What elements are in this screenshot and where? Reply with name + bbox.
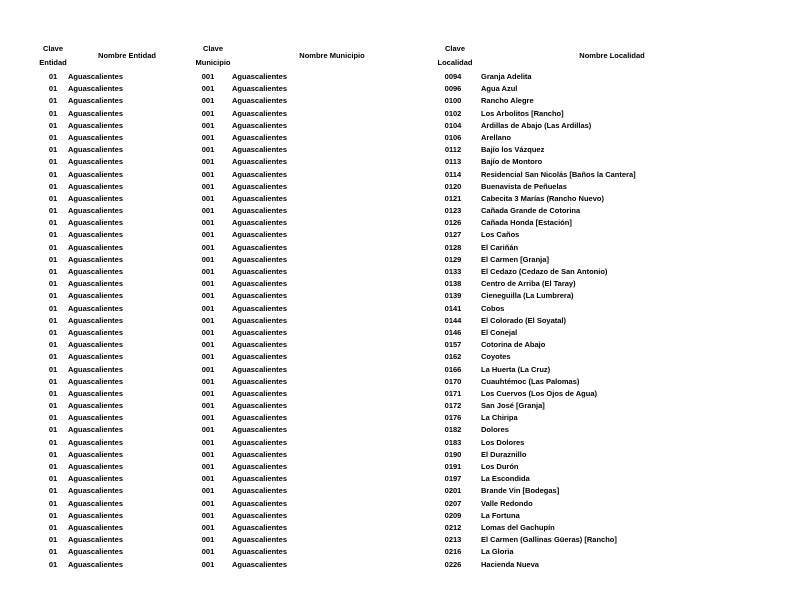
clave-entidad-cell: 01 <box>48 84 58 94</box>
nombre-municipio-cell: Aguascalientes <box>232 462 288 471</box>
clave-localidad-cell: 0126 <box>444 218 462 228</box>
nombre-localidad-cell: Hacienda Nueva <box>481 559 539 569</box>
clave-localidad-cell: 0133 <box>444 267 462 276</box>
clave-municipio-cell: 001 <box>201 486 215 496</box>
clave-localidad-cell: 0121 <box>444 193 462 203</box>
nombre-entidad-cell: Aguascalientes <box>68 267 124 276</box>
clave-entidad-cell: 01 <box>48 437 58 447</box>
nombre-localidad-cell: Brande Vin [Bodegas] <box>481 486 560 496</box>
clave-municipio-cell: 001 <box>201 315 215 325</box>
table-body <box>0 71 792 571</box>
nombre-entidad-cell: Aguascalientes <box>68 242 124 252</box>
nombre-municipio-cell: Aguascalientes <box>232 327 288 337</box>
clave-localidad-cell: 0207 <box>444 498 462 508</box>
nombre-municipio-cell: Aguascalientes <box>232 559 288 569</box>
nombre-municipio-cell: Aguascalientes <box>232 181 288 191</box>
nombre-localidad-cell: Lomas del Gachupín <box>481 522 555 532</box>
table-row <box>0 303 792 315</box>
clave-entidad-cell: 01 <box>48 169 58 179</box>
nombre-municipio-cell: Aguascalientes <box>232 157 288 167</box>
table-row <box>0 522 792 534</box>
clave-entidad-cell: 01 <box>48 242 58 252</box>
clave-municipio-cell: 001 <box>201 108 215 118</box>
clave-entidad-cell: 01 <box>48 474 58 484</box>
clave-municipio-cell: 001 <box>201 437 215 447</box>
nombre-municipio-cell: Aguascalientes <box>232 498 288 508</box>
nombre-localidad-cell: El Conejal <box>481 327 518 337</box>
clave-localidad-cell: 0172 <box>444 401 462 411</box>
table-row <box>0 412 792 424</box>
table-row <box>0 315 792 327</box>
clave-localidad-cell: 0213 <box>444 535 462 545</box>
nombre-entidad-cell: Aguascalientes <box>68 315 124 325</box>
table-row <box>0 364 792 376</box>
clave-municipio-cell: 001 <box>201 218 215 228</box>
header-nombre-entidad: Nombre Entidad <box>98 51 156 60</box>
table-row <box>0 546 792 558</box>
clave-entidad-cell: 01 <box>48 522 58 532</box>
clave-localidad-cell: 0197 <box>444 474 462 484</box>
clave-municipio-cell: 001 <box>201 132 215 142</box>
nombre-localidad-cell: Cieneguilla (La Lumbrera) <box>481 291 574 301</box>
clave-localidad-cell: 0201 <box>444 486 462 496</box>
nombre-entidad-cell: Aguascalientes <box>68 84 124 94</box>
nombre-localidad-cell: Residencial San Nicolás [Baños la Cantera] <box>481 169 636 179</box>
clave-entidad-cell: 01 <box>48 364 58 374</box>
nombre-municipio-cell: Aguascalientes <box>232 340 288 350</box>
nombre-municipio-cell: Aguascalientes <box>232 169 288 179</box>
clave-municipio-cell: 001 <box>201 352 215 362</box>
nombre-entidad-cell: Aguascalientes <box>68 401 124 411</box>
table-row <box>0 120 792 132</box>
nombre-localidad-cell: La Huerta (La Cruz) <box>481 364 551 374</box>
table-row <box>0 327 792 339</box>
nombre-entidad-cell: Aguascalientes <box>68 120 124 130</box>
clave-entidad-cell: 01 <box>48 108 58 118</box>
clave-entidad-cell: 01 <box>48 96 58 106</box>
nombre-localidad-cell: Cobos <box>481 303 505 313</box>
table-row <box>0 437 792 449</box>
table-row <box>0 71 792 83</box>
table-row <box>0 400 792 412</box>
nombre-municipio-cell: Aguascalientes <box>232 437 288 447</box>
table-row <box>0 339 792 351</box>
table-row <box>0 278 792 290</box>
nombre-entidad-cell: Aguascalientes <box>68 181 124 191</box>
clave-localidad-cell: 0127 <box>444 230 462 240</box>
nombre-entidad-cell: Aguascalientes <box>68 254 124 264</box>
clave-localidad-cell: 0120 <box>444 181 462 191</box>
clave-municipio-cell: 001 <box>201 181 215 191</box>
nombre-municipio-cell: Aguascalientes <box>232 242 288 252</box>
clave-entidad-cell: 01 <box>48 401 58 411</box>
nombre-entidad-cell: Aguascalientes <box>68 303 124 313</box>
clave-entidad-cell: 01 <box>48 206 58 216</box>
table-row <box>0 108 792 120</box>
nombre-entidad-cell: Aguascalientes <box>68 108 124 118</box>
clave-municipio-cell: 001 <box>201 327 215 337</box>
nombre-municipio-cell: Aguascalientes <box>232 230 288 240</box>
nombre-localidad-cell: La Gloria <box>481 547 514 557</box>
clave-localidad-cell: 0094 <box>444 72 462 81</box>
clave-municipio-cell: 001 <box>201 413 215 423</box>
header-clave-municipio <box>183 42 243 69</box>
nombre-localidad-cell: Bajío los Vázquez <box>481 145 545 155</box>
clave-entidad-cell: 01 <box>48 486 58 496</box>
nombre-municipio-cell: Aguascalientes <box>232 254 288 264</box>
clave-municipio-cell: 001 <box>201 498 215 508</box>
clave-municipio-cell: 001 <box>201 72 215 81</box>
nombre-municipio-cell: Aguascalientes <box>232 449 288 459</box>
clave-municipio-cell: 001 <box>201 559 215 569</box>
table-row <box>0 95 792 107</box>
nombre-localidad-cell: Cotorina de Abajo <box>481 340 546 350</box>
clave-municipio-cell: 001 <box>201 303 215 313</box>
nombre-localidad-cell: Dolores <box>481 425 509 435</box>
nombre-entidad-cell: Aguascalientes <box>68 132 124 142</box>
nombre-municipio-cell: Aguascalientes <box>232 352 288 362</box>
clave-localidad-cell: 0209 <box>444 510 462 520</box>
nombre-entidad-cell: Aguascalientes <box>68 72 124 81</box>
clave-localidad-cell: 0190 <box>444 449 462 459</box>
nombre-municipio-cell: Aguascalientes <box>232 218 288 228</box>
nombre-municipio-cell: Aguascalientes <box>232 132 288 142</box>
nombre-municipio-cell: Aguascalientes <box>232 401 288 411</box>
clave-municipio-cell: 001 <box>201 547 215 557</box>
nombre-localidad-cell: El Cedazo (Cedazo de San Antonio) <box>481 267 608 276</box>
clave-municipio-cell: 001 <box>201 254 215 264</box>
nombre-municipio-cell: Aguascalientes <box>232 279 288 289</box>
table-row <box>0 266 792 278</box>
clave-entidad-cell: 01 <box>48 303 58 313</box>
nombre-localidad-cell: Rancho Alegre <box>481 96 534 106</box>
nombre-entidad-cell: Aguascalientes <box>68 474 124 484</box>
clave-municipio-cell: 001 <box>201 449 215 459</box>
header-clave-localidad-line1: Clave <box>444 44 465 53</box>
table-row <box>0 83 792 95</box>
clave-entidad-cell: 01 <box>48 327 58 337</box>
clave-localidad-cell: 0157 <box>444 340 462 350</box>
nombre-municipio-cell: Aguascalientes <box>232 96 288 106</box>
clave-entidad-cell: 01 <box>48 254 58 264</box>
nombre-entidad-cell: Aguascalientes <box>68 462 124 471</box>
clave-municipio-cell: 001 <box>201 510 215 520</box>
clave-municipio-cell: 001 <box>201 535 215 545</box>
nombre-localidad-cell: Ardillas de Abajo (Las Ardillas) <box>481 120 592 130</box>
clave-localidad-cell: 0100 <box>444 96 462 106</box>
clave-municipio-cell: 001 <box>201 157 215 167</box>
nombre-entidad-cell: Aguascalientes <box>68 230 124 240</box>
header-clave-localidad <box>425 42 485 69</box>
nombre-entidad-cell: Aguascalientes <box>68 547 124 557</box>
clave-localidad-cell: 0128 <box>444 242 462 252</box>
clave-entidad-cell: 01 <box>48 462 58 471</box>
clave-entidad-cell: 01 <box>48 218 58 228</box>
nombre-municipio-cell: Aguascalientes <box>232 84 288 94</box>
nombre-municipio-cell: Aguascalientes <box>232 425 288 435</box>
clave-entidad-cell: 01 <box>48 279 58 289</box>
nombre-entidad-cell: Aguascalientes <box>68 157 124 167</box>
table-row <box>0 461 792 473</box>
nombre-localidad-cell: Los Dolores <box>481 437 525 447</box>
nombre-municipio-cell: Aguascalientes <box>232 145 288 155</box>
clave-localidad-cell: 0170 <box>444 376 462 386</box>
clave-entidad-cell: 01 <box>48 449 58 459</box>
nombre-entidad-cell: Aguascalientes <box>68 559 124 569</box>
clave-localidad-cell: 0129 <box>444 254 462 264</box>
nombre-localidad-cell: Buenavista de Peñuelas <box>481 181 567 191</box>
nombre-localidad-cell: Bajío de Montoro <box>481 157 543 167</box>
table-row <box>0 144 792 156</box>
table-row <box>0 424 792 436</box>
clave-municipio-cell: 001 <box>201 522 215 532</box>
nombre-entidad-cell: Aguascalientes <box>68 218 124 228</box>
nombre-entidad-cell: Aguascalientes <box>68 364 124 374</box>
clave-localidad-cell: 0113 <box>444 157 462 167</box>
clave-entidad-cell: 01 <box>48 315 58 325</box>
table-row <box>0 217 792 229</box>
header-nombre-localidad: Nombre Localidad <box>579 51 645 60</box>
table-row <box>0 132 792 144</box>
clave-municipio-cell: 001 <box>201 169 215 179</box>
clave-entidad-cell: 01 <box>48 120 58 130</box>
nombre-entidad-cell: Aguascalientes <box>68 376 124 386</box>
nombre-localidad-cell: El Colorado (El Soyatal) <box>481 315 567 325</box>
clave-entidad-cell: 01 <box>48 547 58 557</box>
table-row <box>0 169 792 181</box>
clave-municipio-cell: 001 <box>201 242 215 252</box>
clave-localidad-cell: 0106 <box>444 132 462 142</box>
clave-municipio-cell: 001 <box>201 267 215 276</box>
clave-municipio-cell: 001 <box>201 388 215 398</box>
table-row <box>0 376 792 388</box>
nombre-municipio-cell: Aguascalientes <box>232 376 288 386</box>
clave-localidad-cell: 0166 <box>444 364 462 374</box>
nombre-localidad-cell: Arellano <box>481 132 512 142</box>
table-row <box>0 449 792 461</box>
clave-localidad-cell: 0171 <box>444 388 462 398</box>
nombre-entidad-cell: Aguascalientes <box>68 510 124 520</box>
nombre-localidad-cell: El Duraznillo <box>481 449 527 459</box>
clave-entidad-cell: 01 <box>48 132 58 142</box>
clave-entidad-cell: 01 <box>48 181 58 191</box>
nombre-municipio-cell: Aguascalientes <box>232 193 288 203</box>
nombre-entidad-cell: Aguascalientes <box>68 425 124 435</box>
clave-entidad-cell: 01 <box>48 535 58 545</box>
nombre-entidad-cell: Aguascalientes <box>68 279 124 289</box>
nombre-municipio-cell: Aguascalientes <box>232 474 288 484</box>
clave-localidad-cell: 0139 <box>444 291 462 301</box>
clave-municipio-cell: 001 <box>201 206 215 216</box>
clave-municipio-cell: 001 <box>201 279 215 289</box>
nombre-localidad-cell: El Cariñán <box>481 242 519 252</box>
clave-entidad-cell: 01 <box>48 72 58 81</box>
clave-municipio-cell: 001 <box>201 401 215 411</box>
nombre-localidad-cell: Valle Redondo <box>481 498 533 508</box>
nombre-entidad-cell: Aguascalientes <box>68 352 124 362</box>
clave-entidad-cell: 01 <box>48 145 58 155</box>
nombre-municipio-cell: Aguascalientes <box>232 206 288 216</box>
clave-municipio-cell: 001 <box>201 340 215 350</box>
nombre-municipio-cell: Aguascalientes <box>232 535 288 545</box>
clave-entidad-cell: 01 <box>48 267 58 276</box>
nombre-entidad-cell: Aguascalientes <box>68 206 124 216</box>
clave-entidad-cell: 01 <box>48 157 58 167</box>
clave-localidad-cell: 0183 <box>444 437 462 447</box>
table-row <box>0 510 792 522</box>
clave-entidad-cell: 01 <box>48 291 58 301</box>
clave-entidad-cell: 01 <box>48 413 58 423</box>
table-row <box>0 388 792 400</box>
nombre-entidad-cell: Aguascalientes <box>68 327 124 337</box>
clave-municipio-cell: 001 <box>201 145 215 155</box>
nombre-entidad-cell: Aguascalientes <box>68 522 124 532</box>
nombre-municipio-cell: Aguascalientes <box>232 522 288 532</box>
clave-localidad-cell: 0146 <box>444 327 462 337</box>
nombre-localidad-cell: Granja Adelita <box>481 72 532 81</box>
clave-municipio-cell: 001 <box>201 291 215 301</box>
clave-localidad-cell: 0226 <box>444 559 462 569</box>
nombre-municipio-cell: Aguascalientes <box>232 303 288 313</box>
nombre-entidad-cell: Aguascalientes <box>68 291 124 301</box>
nombre-localidad-cell: La Chiripa <box>481 413 518 423</box>
clave-localidad-cell: 0138 <box>444 279 462 289</box>
nombre-localidad-cell: Agua Azul <box>481 84 518 94</box>
clave-entidad-cell: 01 <box>48 340 58 350</box>
nombre-localidad-cell: Cabecita 3 Marías (Rancho Nuevo) <box>481 193 604 203</box>
clave-municipio-cell: 001 <box>201 230 215 240</box>
nombre-municipio-cell: Aguascalientes <box>232 364 288 374</box>
table-row <box>0 193 792 205</box>
table-row <box>0 559 792 571</box>
nombre-localidad-cell: Los Cuervos (Los Ojos de Agua) <box>481 388 597 398</box>
nombre-municipio-cell: Aguascalientes <box>232 291 288 301</box>
nombre-localidad-cell: La Escondida <box>481 474 530 484</box>
clave-localidad-cell: 0216 <box>444 547 462 557</box>
clave-localidad-cell: 0144 <box>444 315 462 325</box>
header-clave-municipio-line1: Clave <box>202 44 223 53</box>
nombre-localidad-cell: Los Caños <box>481 230 520 240</box>
nombre-entidad-cell: Aguascalientes <box>68 498 124 508</box>
nombre-municipio-cell: Aguascalientes <box>232 72 288 81</box>
table-row <box>0 254 792 266</box>
clave-municipio-cell: 001 <box>201 120 215 130</box>
clave-municipio-cell: 001 <box>201 462 215 471</box>
clave-municipio-cell: 001 <box>201 364 215 374</box>
nombre-entidad-cell: Aguascalientes <box>68 437 124 447</box>
nombre-localidad-cell: Centro de Arriba (El Taray) <box>481 279 576 289</box>
clave-entidad-cell: 01 <box>48 376 58 386</box>
nombre-localidad-cell: Los Arbolitos [Rancho] <box>481 108 564 118</box>
nombre-entidad-cell: Aguascalientes <box>68 449 124 459</box>
nombre-localidad-cell: Coyotes <box>481 352 511 362</box>
header-clave-entidad-line1: Clave <box>42 44 63 53</box>
nombre-entidad-cell: Aguascalientes <box>68 193 124 203</box>
clave-localidad-cell: 0102 <box>444 108 462 118</box>
nombre-municipio-cell: Aguascalientes <box>232 413 288 423</box>
clave-municipio-cell: 001 <box>201 96 215 106</box>
clave-localidad-cell: 0123 <box>444 206 462 216</box>
clave-localidad-cell: 0141 <box>444 303 462 313</box>
clave-localidad-cell: 0114 <box>444 169 462 179</box>
clave-localidad-cell: 0096 <box>444 84 462 94</box>
nombre-municipio-cell: Aguascalientes <box>232 108 288 118</box>
clave-entidad-cell: 01 <box>48 352 58 362</box>
clave-entidad-cell: 01 <box>48 559 58 569</box>
nombre-municipio-cell: Aguascalientes <box>232 547 288 557</box>
clave-entidad-cell: 01 <box>48 510 58 520</box>
nombre-localidad-cell: La Fortuna <box>481 510 520 520</box>
clave-municipio-cell: 001 <box>201 376 215 386</box>
table-row <box>0 485 792 497</box>
nombre-localidad-cell: Los Durón <box>481 462 519 471</box>
nombre-entidad-cell: Aguascalientes <box>68 169 124 179</box>
clave-entidad-cell: 01 <box>48 230 58 240</box>
clave-localidad-cell: 0212 <box>444 522 462 532</box>
nombre-localidad-cell: San José [Granja] <box>481 401 545 411</box>
clave-municipio-cell: 001 <box>201 193 215 203</box>
nombre-municipio-cell: Aguascalientes <box>232 486 288 496</box>
nombre-municipio-cell: Aguascalientes <box>232 315 288 325</box>
table-row <box>0 498 792 510</box>
clave-localidad-cell: 0191 <box>444 462 462 471</box>
table-row <box>0 351 792 363</box>
clave-entidad-cell: 01 <box>48 193 58 203</box>
table-row <box>0 156 792 168</box>
nombre-localidad-cell: El Carmen (Gallinas Güeras) [Rancho] <box>481 535 617 545</box>
clave-municipio-cell: 001 <box>201 84 215 94</box>
table-row <box>0 290 792 302</box>
clave-localidad-cell: 0112 <box>444 145 462 155</box>
table-row <box>0 205 792 217</box>
clave-entidad-cell: 01 <box>48 388 58 398</box>
table-row <box>0 181 792 193</box>
header-clave-localidad-line2: Localidad <box>437 57 473 67</box>
nombre-localidad-cell: Cuauhtémoc (Las Palomas) <box>481 376 580 386</box>
table-row <box>0 534 792 546</box>
header-clave-municipio-line2: Municipio <box>195 57 231 67</box>
header-nombre-municipio: Nombre Municipio <box>299 51 365 60</box>
clave-localidad-cell: 0176 <box>444 413 462 423</box>
table-row <box>0 242 792 254</box>
nombre-localidad-cell: Cañada Grande de Cotorina <box>481 206 581 216</box>
nombre-municipio-cell: Aguascalientes <box>232 510 288 520</box>
header-clave-entidad-line2: Entidad <box>39 57 67 67</box>
clave-localidad-cell: 0162 <box>444 352 462 362</box>
nombre-entidad-cell: Aguascalientes <box>68 340 124 350</box>
nombre-entidad-cell: Aguascalientes <box>68 413 124 423</box>
nombre-localidad-cell: El Carmen [Granja] <box>481 254 549 264</box>
clave-localidad-cell: 0182 <box>444 425 462 435</box>
nombre-municipio-cell: Aguascalientes <box>232 267 288 276</box>
nombre-localidad-cell: Cañada Honda [Estación] <box>481 218 572 228</box>
clave-localidad-cell: 0104 <box>444 120 462 130</box>
clave-entidad-cell: 01 <box>48 425 58 435</box>
nombre-municipio-cell: Aguascalientes <box>232 388 288 398</box>
nombre-entidad-cell: Aguascalientes <box>68 486 124 496</box>
nombre-entidad-cell: Aguascalientes <box>68 535 124 545</box>
nombre-entidad-cell: Aguascalientes <box>68 388 124 398</box>
table-row <box>0 473 792 485</box>
table-row <box>0 229 792 241</box>
clave-municipio-cell: 001 <box>201 474 215 484</box>
clave-municipio-cell: 001 <box>201 425 215 435</box>
nombre-entidad-cell: Aguascalientes <box>68 145 124 155</box>
clave-entidad-cell: 01 <box>48 498 58 508</box>
nombre-entidad-cell: Aguascalientes <box>68 96 124 106</box>
nombre-municipio-cell: Aguascalientes <box>232 120 288 130</box>
